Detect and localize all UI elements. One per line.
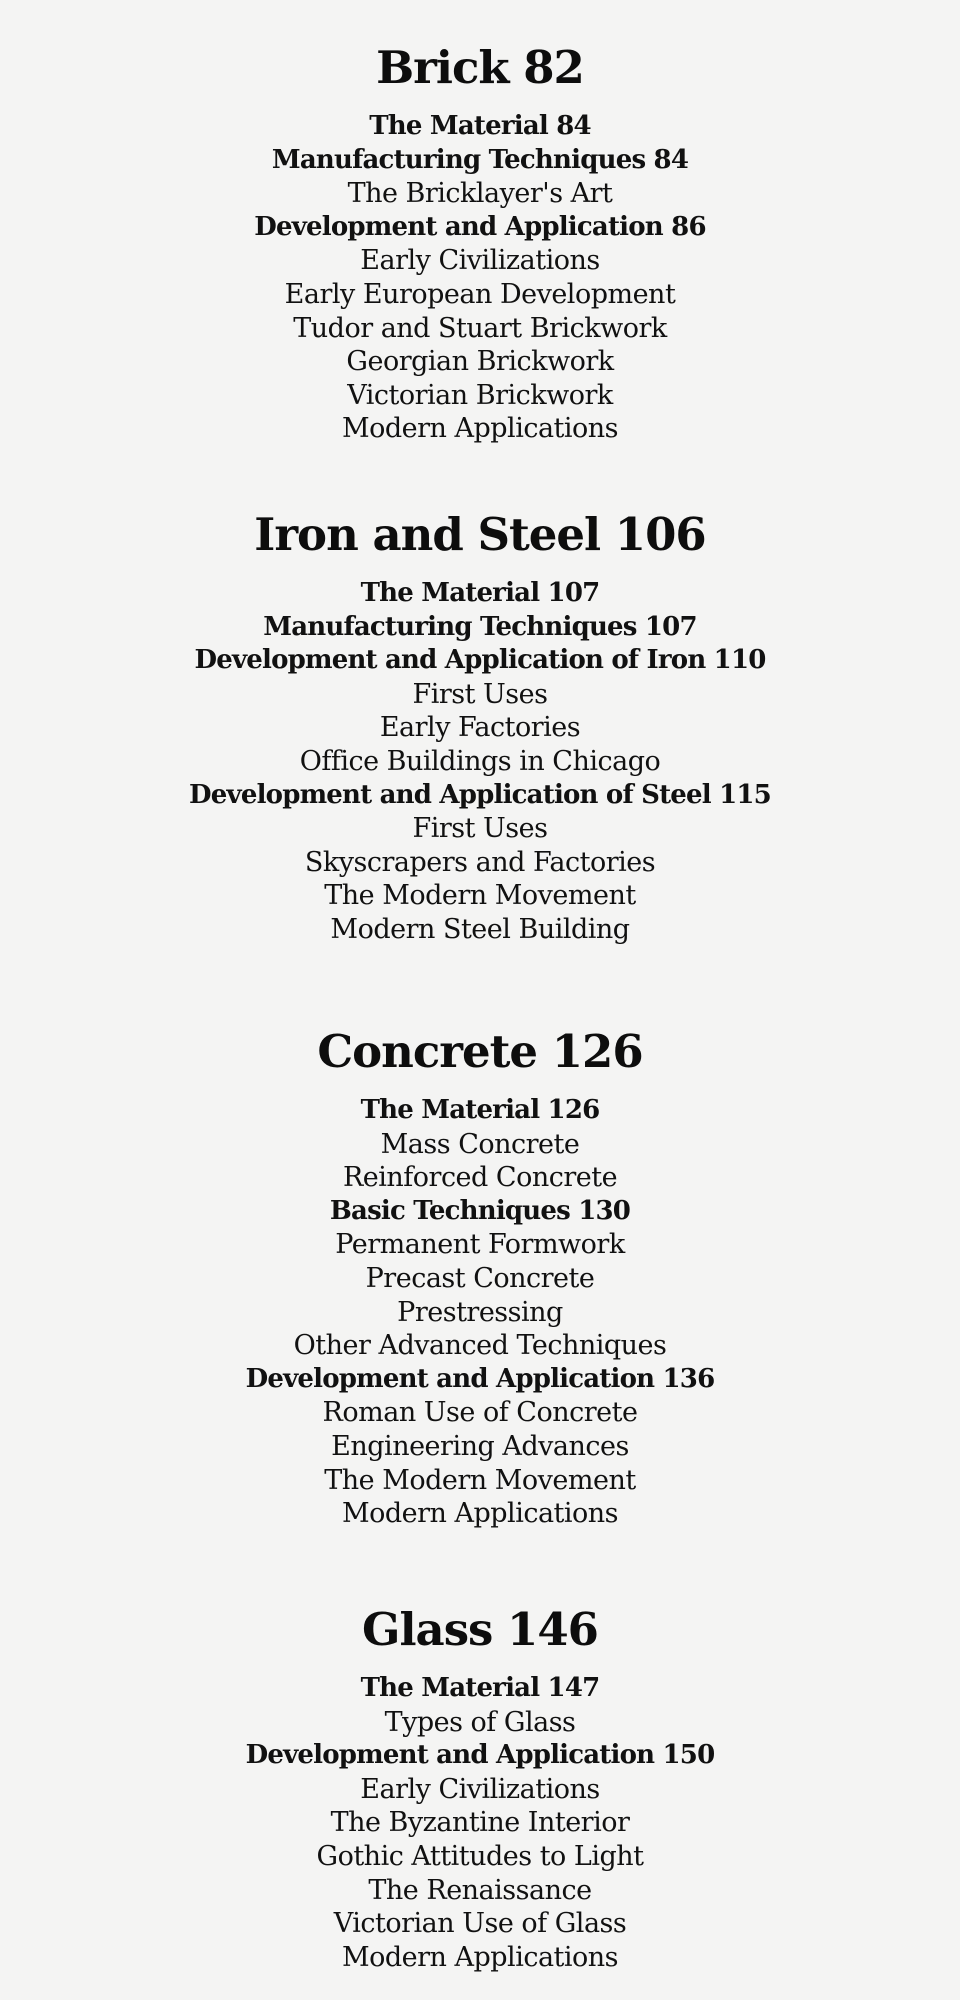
toc-entry: Skyscrapers and Factories (304, 846, 656, 878)
toc-entry: Development and Application 136 (245, 1363, 715, 1394)
toc-entry: Modern Steel Building (330, 913, 630, 945)
section-heading: Concrete 126 (317, 1025, 643, 1078)
toc-entry: Victorian Use of Glass (333, 1908, 627, 1940)
toc-entry: Development and Application 86 (254, 211, 706, 242)
toc-entry: First Uses (412, 813, 548, 845)
section-heading: Brick 82 (376, 41, 584, 94)
toc-entry: Early Civilizations (360, 1773, 600, 1805)
toc-entry: The Modern Movement (324, 880, 636, 912)
toc-entry: Permanent Formwork (335, 1229, 625, 1261)
toc-entry: Manufacturing Techniques 84 (271, 144, 689, 175)
toc-entry: Manufacturing Techniques 107 (263, 611, 697, 642)
toc-entry: Gothic Attitudes to Light (316, 1840, 644, 1872)
section-glass (0, 1600, 960, 1974)
toc-entry: Development and Application of Steel 115 (189, 779, 771, 810)
toc-entry: Prestressing (397, 1296, 563, 1328)
toc-entry: Precast Concrete (365, 1262, 595, 1294)
section-brick (0, 38, 960, 446)
toc-entry: The Material 84 (369, 111, 591, 141)
toc-entry: The Material 147 (360, 1673, 600, 1703)
toc-entry: Roman Use of Concrete (322, 1397, 638, 1429)
toc-entry: The Bricklayer's Art (347, 178, 613, 210)
toc-entry: Reinforced Concrete (342, 1162, 618, 1194)
toc-entry: Types of Glass (384, 1706, 576, 1738)
toc-entry: Early European Development (284, 278, 676, 310)
toc-entry: Victorian Brickwork (347, 379, 613, 411)
section-concrete (0, 1022, 960, 1531)
entry-list (0, 1094, 960, 1531)
section-iron-and-steel (0, 505, 960, 947)
toc-entry: Georgian Brickwork (346, 346, 614, 378)
toc-entry: Development and Application of Iron 110 (194, 645, 766, 676)
toc-entry: Engineering Advances (331, 1430, 629, 1462)
toc-entry: First Uses (412, 678, 548, 710)
toc-entry: Other Advanced Techniques (293, 1330, 667, 1362)
toc-entry: The Byzantine Interior (330, 1807, 630, 1839)
toc-entry: Modern Applications (341, 1941, 619, 1973)
entry-list (0, 1672, 960, 1974)
toc-entry: Early Factories (379, 712, 581, 744)
section-heading: Glass 146 (362, 1603, 598, 1656)
toc-entry: Basic Techniques 130 (329, 1195, 631, 1226)
toc-entry: Early Civilizations (360, 245, 600, 277)
toc-entry: The Material 126 (360, 1095, 600, 1125)
toc-entry: Tudor and Stuart Brickwork (293, 312, 667, 344)
toc-entry: Office Buildings in Chicago (299, 745, 661, 777)
entry-list (0, 110, 960, 446)
entry-list (0, 577, 960, 947)
toc-entry: Development and Application 150 (245, 1740, 715, 1771)
toc-entry: Modern Applications (341, 1498, 619, 1530)
toc-entry: Modern Applications (341, 413, 619, 445)
toc-entry: Mass Concrete (380, 1128, 580, 1160)
toc-entry: The Renaissance (368, 1874, 592, 1906)
section-heading: Iron and Steel 106 (254, 508, 706, 561)
toc-entry: The Material 107 (360, 578, 600, 608)
toc-entry: The Modern Movement (324, 1464, 636, 1496)
